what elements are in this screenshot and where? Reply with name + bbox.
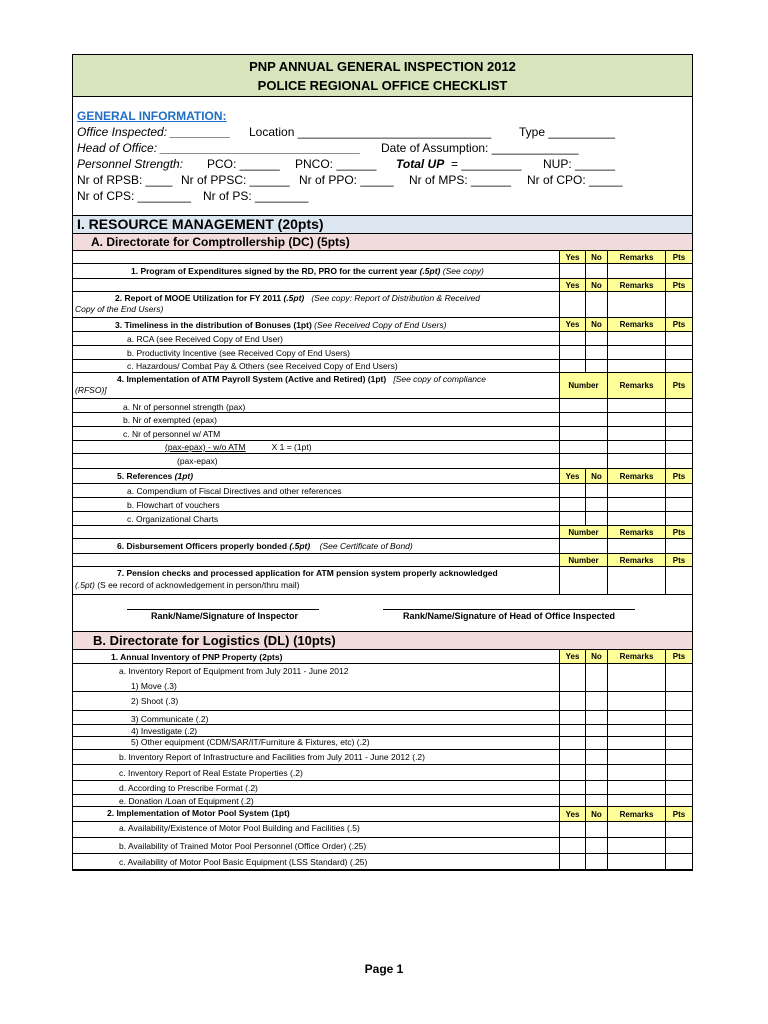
head-of-office-field[interactable]: Head of Office: ______________________________ bbox=[77, 141, 361, 155]
remarks-cell[interactable] bbox=[607, 692, 665, 710]
table-row bbox=[73, 822, 692, 838]
yes-header: Yes bbox=[559, 650, 585, 663]
remarks-header: Remarks bbox=[607, 650, 665, 663]
table-row bbox=[73, 692, 692, 711]
nr-cpo-field[interactable]: Nr of CPO: _____ bbox=[527, 173, 623, 187]
remarks-cell[interactable] bbox=[607, 360, 665, 372]
pts-cell[interactable] bbox=[665, 539, 692, 553]
table-row bbox=[73, 664, 692, 678]
no-cell[interactable] bbox=[585, 346, 607, 359]
remarks-cell[interactable] bbox=[607, 725, 665, 736]
pts-cell[interactable] bbox=[665, 711, 692, 724]
item-a4d-label: (pax-epax) - w/o ATM bbox=[165, 442, 246, 452]
pts-cell[interactable] bbox=[665, 765, 692, 780]
no-cell[interactable] bbox=[585, 264, 607, 278]
table-row bbox=[73, 498, 692, 512]
pts-cell[interactable] bbox=[665, 781, 692, 794]
pts-cell[interactable] bbox=[665, 264, 692, 278]
no-cell[interactable] bbox=[585, 854, 607, 869]
pts-cell[interactable] bbox=[665, 795, 692, 806]
remarks-cell[interactable] bbox=[607, 781, 665, 794]
yes-cell[interactable] bbox=[559, 765, 585, 780]
number-header: Number bbox=[559, 526, 607, 538]
item-a1-label: 1. Program of Expenditures signed by the RD, PRO for the current year bbox=[131, 266, 418, 276]
item-a3-label: 3. Timeliness in the distribution of Bonuses (1pt) bbox=[115, 320, 312, 330]
number-cell[interactable] bbox=[559, 441, 607, 453]
pco-field[interactable]: PCO: ______ bbox=[207, 157, 280, 171]
pts-header: Pts bbox=[665, 318, 692, 331]
item-b2a-label: a. Availability/Existence of Motor Pool Building and Facilities (.5) bbox=[119, 823, 360, 833]
item-b2c-label: c. Availability of Motor Pool Basic Equipment (LSS Standard) (.25) bbox=[119, 857, 368, 867]
table-row bbox=[73, 854, 692, 870]
table-row bbox=[73, 725, 692, 737]
title-line2: POLICE REGIONAL OFFICE CHECKLIST bbox=[257, 78, 508, 93]
item-b1a4-label: 4) Investigate (.2) bbox=[131, 726, 198, 736]
pts-cell[interactable] bbox=[665, 725, 692, 736]
yes-header: Yes bbox=[559, 469, 585, 483]
yes-cell[interactable] bbox=[559, 664, 585, 678]
table-row bbox=[73, 781, 692, 795]
no-cell[interactable] bbox=[585, 795, 607, 806]
yes-cell[interactable] bbox=[559, 725, 585, 736]
yes-cell[interactable] bbox=[559, 678, 585, 691]
number-cell[interactable] bbox=[559, 427, 607, 440]
pts-cell[interactable] bbox=[665, 854, 692, 869]
no-header: No bbox=[585, 279, 607, 291]
item-b1a2-label: 2) Shoot (.3) bbox=[131, 696, 179, 706]
yes-cell[interactable] bbox=[559, 838, 585, 853]
item-a1-points: (.5pt) bbox=[419, 266, 441, 276]
remarks-header: Remarks bbox=[607, 373, 665, 398]
item-a5a-label: a. Compendium of Fiscal Directives and other references bbox=[127, 486, 342, 496]
no-cell[interactable] bbox=[585, 360, 607, 372]
pts-header: Pts bbox=[665, 807, 692, 821]
pts-header: Pts bbox=[665, 554, 692, 566]
yes-cell[interactable] bbox=[559, 692, 585, 710]
table-row bbox=[73, 750, 692, 765]
no-cell[interactable] bbox=[585, 512, 607, 525]
no-header: No bbox=[585, 469, 607, 483]
pts-cell[interactable] bbox=[665, 346, 692, 359]
location-field[interactable]: Location _____________________________ bbox=[249, 125, 492, 139]
item-a7-note: (S ee record of acknowledgement in person/thru mail) bbox=[97, 580, 300, 590]
table-row bbox=[73, 484, 692, 498]
item-b1b-label: b. Inventory Report of Infrastructure and Facilities from July 2011 - June 2012 (.2) bbox=[119, 752, 425, 762]
no-cell[interactable] bbox=[585, 711, 607, 724]
remarks-cell[interactable] bbox=[607, 498, 665, 511]
item-a3-note: (See Received Copy of End Users) bbox=[314, 320, 447, 330]
table-row bbox=[73, 539, 692, 554]
table-row bbox=[73, 251, 692, 264]
remarks-cell[interactable] bbox=[607, 292, 665, 317]
yes-cell[interactable] bbox=[559, 332, 585, 345]
remarks-header: Remarks bbox=[607, 318, 665, 331]
pts-cell[interactable] bbox=[665, 664, 692, 678]
subsection-comptrollership: A. Directorate for Comptrollership (DC) (5pts) bbox=[73, 234, 692, 251]
number-cell[interactable] bbox=[559, 454, 607, 468]
item-b1e-label: e. Donation /Loan of Equipment (.2) bbox=[119, 796, 254, 806]
table-row bbox=[73, 427, 692, 441]
no-cell[interactable] bbox=[585, 725, 607, 736]
no-cell[interactable] bbox=[585, 838, 607, 853]
table-row bbox=[73, 292, 692, 318]
table-row bbox=[73, 554, 692, 567]
remarks-cell[interactable] bbox=[607, 795, 665, 806]
item-b1d-label: d. According to Prescribe Format (.2) bbox=[119, 783, 258, 793]
item-a2-label: 2. Report of MOOE Utilization for FY 2011 bbox=[115, 293, 282, 303]
remarks-cell[interactable] bbox=[607, 484, 665, 497]
table-row bbox=[73, 567, 692, 595]
head-signature-label: Rank/Name/Signature of Head of Office Inspected bbox=[403, 611, 616, 621]
number-header: Number bbox=[559, 373, 607, 398]
item-a4-label: 4. Implementation of ATM Payroll System (Active and Retired) (1pt) bbox=[117, 374, 387, 384]
yes-cell[interactable] bbox=[559, 360, 585, 372]
table-row bbox=[73, 399, 692, 413]
table-row bbox=[73, 360, 692, 373]
pts-cell[interactable] bbox=[665, 512, 692, 525]
table-row bbox=[73, 279, 692, 292]
item-b1a1-label: 1) Move (.3) bbox=[131, 681, 177, 691]
no-cell[interactable] bbox=[585, 664, 607, 678]
pts-header: Pts bbox=[665, 650, 692, 663]
remarks-header: Remarks bbox=[607, 554, 665, 566]
no-header: No bbox=[585, 251, 607, 263]
number-cell[interactable] bbox=[559, 399, 607, 412]
pts-cell[interactable] bbox=[665, 838, 692, 853]
no-cell[interactable] bbox=[585, 737, 607, 749]
yes-cell[interactable] bbox=[559, 795, 585, 806]
item-a4-note: [See copy of compliance bbox=[393, 374, 486, 384]
pts-cell[interactable] bbox=[665, 399, 692, 412]
nup-field[interactable]: NUP: ______ bbox=[543, 157, 616, 171]
item-a6-points: (.5pt) bbox=[289, 541, 311, 551]
pts-cell[interactable] bbox=[665, 484, 692, 497]
yes-header: Yes bbox=[559, 807, 585, 821]
table-row bbox=[73, 318, 692, 332]
table-row bbox=[73, 765, 692, 781]
yes-cell[interactable] bbox=[559, 822, 585, 837]
remarks-header: Remarks bbox=[607, 279, 665, 291]
item-a6-note: (See Certificate of Bond) bbox=[319, 541, 413, 551]
pts-cell[interactable] bbox=[665, 498, 692, 511]
yes-cell[interactable] bbox=[559, 750, 585, 764]
inspector-signature-label: Rank/Name/Signature of Inspector bbox=[151, 611, 299, 621]
item-a2-note: (See copy: Report of Distribution & Received bbox=[311, 293, 481, 303]
subsection-logistics: B. Directorate for Logistics (DL) (10pts) bbox=[73, 631, 692, 650]
no-cell[interactable] bbox=[585, 678, 607, 691]
yes-cell[interactable] bbox=[559, 498, 585, 511]
pts-header: Pts bbox=[665, 373, 692, 398]
type-field[interactable]: Type __________ bbox=[519, 125, 616, 139]
general-info-heading: GENERAL INFORMATION: bbox=[77, 109, 227, 123]
pts-cell[interactable] bbox=[665, 332, 692, 345]
table-row bbox=[73, 441, 692, 454]
pts-cell[interactable] bbox=[665, 750, 692, 764]
remarks-cell[interactable] bbox=[607, 750, 665, 764]
item-a4c-label: c. Nr of personnel w/ ATM bbox=[123, 429, 221, 439]
remarks-cell[interactable] bbox=[607, 346, 665, 359]
no-header: No bbox=[585, 318, 607, 331]
item-b2-label: 2. Implementation of Motor Pool System (1pt) bbox=[107, 808, 290, 818]
title-box bbox=[73, 55, 692, 97]
personnel-strength-label: Personnel Strength: bbox=[77, 157, 184, 171]
yes-header: Yes bbox=[559, 318, 585, 331]
remarks-cell[interactable] bbox=[607, 441, 665, 453]
remarks-cell[interactable] bbox=[607, 737, 665, 749]
no-cell[interactable] bbox=[585, 484, 607, 497]
item-a4d-formula: X 1 = (1pt) bbox=[271, 442, 312, 452]
remarks-cell[interactable] bbox=[607, 567, 665, 594]
head-signature-line[interactable] bbox=[383, 609, 635, 610]
yes-cell[interactable] bbox=[559, 292, 585, 317]
no-cell[interactable] bbox=[585, 765, 607, 780]
yes-cell[interactable] bbox=[559, 484, 585, 497]
item-a4-note-cont: (RFSO)] bbox=[75, 385, 107, 395]
nr-ppo-field[interactable]: Nr of PPO: _____ bbox=[299, 173, 394, 187]
pts-cell[interactable] bbox=[665, 360, 692, 372]
table-row bbox=[73, 650, 692, 664]
table-row bbox=[73, 512, 692, 526]
nr-cps-field[interactable]: Nr of CPS: ________ bbox=[77, 189, 192, 203]
nr-ps-field[interactable]: Nr of PS: ________ bbox=[203, 189, 309, 203]
number-cell[interactable] bbox=[559, 539, 607, 553]
no-cell[interactable] bbox=[585, 781, 607, 794]
pts-cell[interactable] bbox=[665, 678, 692, 691]
pts-header: Pts bbox=[665, 279, 692, 291]
item-a4b-label: b. Nr of exempted (epax) bbox=[123, 415, 218, 425]
table-row bbox=[73, 711, 692, 725]
number-cell[interactable] bbox=[559, 567, 607, 594]
yes-cell[interactable] bbox=[559, 781, 585, 794]
item-a7-cont bbox=[75, 580, 299, 590]
nr-rpsb-field[interactable]: Nr of RPSB: ____ bbox=[77, 173, 173, 187]
pts-cell[interactable] bbox=[665, 441, 692, 453]
table-row bbox=[73, 807, 692, 822]
total-up-field[interactable]: = _________ bbox=[451, 157, 522, 171]
number-cell[interactable] bbox=[559, 413, 607, 426]
remarks-cell[interactable] bbox=[607, 854, 665, 869]
no-cell[interactable] bbox=[585, 822, 607, 837]
item-a5c-label: c. Organizational Charts bbox=[127, 514, 219, 524]
no-cell[interactable] bbox=[585, 692, 607, 710]
item-b1-label: 1. Annual Inventory of PNP Property (2pts) bbox=[111, 652, 283, 662]
yes-cell[interactable] bbox=[559, 512, 585, 525]
office-inspected-field[interactable]: Office Inspected: _________ bbox=[77, 125, 231, 139]
item-b1a-label: a. Inventory Report of Equipment from July 2011 - June 2012 bbox=[119, 666, 349, 676]
item-a4a-label: a. Nr of personnel strength (pax) bbox=[123, 402, 246, 412]
pts-cell[interactable] bbox=[665, 413, 692, 426]
item-a7-points: (.5pt) bbox=[75, 580, 95, 590]
remarks-cell[interactable] bbox=[607, 664, 665, 678]
remarks-cell[interactable] bbox=[607, 332, 665, 345]
item-a7-label: 7. Pension checks and processed application for ATM pension system properly acknowledged bbox=[117, 568, 498, 578]
inspector-signature-line[interactable] bbox=[127, 609, 319, 610]
yes-cell[interactable] bbox=[559, 737, 585, 749]
item-b1c-label: c. Inventory Report of Real Estate Properties (.2) bbox=[119, 768, 303, 778]
item-a5-label: 5. References bbox=[117, 471, 173, 481]
table-row bbox=[73, 469, 692, 484]
item-a4e-label: (pax-epax) bbox=[177, 456, 218, 466]
yes-cell[interactable] bbox=[559, 711, 585, 724]
yes-cell[interactable] bbox=[559, 346, 585, 359]
pts-header: Pts bbox=[665, 469, 692, 483]
pts-cell[interactable] bbox=[665, 692, 692, 710]
pnco-field[interactable]: PNCO: ______ bbox=[295, 157, 377, 171]
pts-header: Pts bbox=[665, 526, 692, 538]
remarks-header: Remarks bbox=[607, 251, 665, 263]
yes-header: Yes bbox=[559, 251, 585, 263]
no-cell[interactable] bbox=[585, 292, 607, 317]
remarks-cell[interactable] bbox=[607, 427, 665, 440]
table-row bbox=[73, 413, 692, 427]
no-cell[interactable] bbox=[585, 750, 607, 764]
remarks-cell[interactable] bbox=[607, 765, 665, 780]
checklist-sheet bbox=[72, 54, 693, 871]
table-row bbox=[73, 795, 692, 807]
item-a5-points: (1pt) bbox=[174, 471, 194, 481]
title-line1: PNP ANNUAL GENERAL INSPECTION 2012 bbox=[249, 59, 516, 74]
pts-cell[interactable] bbox=[665, 567, 692, 594]
item-a3a-label: a. RCA (see Received Copy of End User) bbox=[127, 334, 283, 344]
remarks-cell[interactable] bbox=[607, 399, 665, 412]
remarks-cell[interactable] bbox=[607, 413, 665, 426]
remarks-cell[interactable] bbox=[607, 678, 665, 691]
no-cell[interactable] bbox=[585, 332, 607, 345]
remarks-cell[interactable] bbox=[607, 264, 665, 278]
remarks-header: Remarks bbox=[607, 469, 665, 483]
item-a6-label: 6. Disbursement Officers properly bonded bbox=[117, 541, 288, 551]
remarks-cell[interactable] bbox=[607, 454, 665, 468]
number-header: Number bbox=[559, 554, 607, 566]
remarks-header: Remarks bbox=[607, 526, 665, 538]
table-row bbox=[73, 737, 692, 750]
table-row bbox=[73, 332, 692, 346]
yes-header: Yes bbox=[559, 279, 585, 291]
item-a3c-label: c. Hazardous/ Combat Pay & Others (see Received Copy of End Users) bbox=[127, 361, 398, 371]
remarks-cell[interactable] bbox=[607, 822, 665, 837]
remarks-cell[interactable] bbox=[607, 539, 665, 553]
remarks-cell[interactable] bbox=[607, 512, 665, 525]
item-a3b-label: b. Productivity Incentive (see Received Copy of End Users) bbox=[127, 348, 350, 358]
total-up-label: Total UP bbox=[396, 157, 445, 171]
pts-cell[interactable] bbox=[665, 292, 692, 317]
section-resource-management: I. RESOURCE MANAGEMENT (20pts) bbox=[73, 215, 692, 234]
nr-ppsc-field[interactable]: Nr of PPSC: ______ bbox=[181, 173, 290, 187]
item-a5b-label: b. Flowchart of vouchers bbox=[127, 500, 220, 510]
pts-cell[interactable] bbox=[665, 822, 692, 837]
table-row bbox=[73, 373, 692, 399]
remarks-cell[interactable] bbox=[607, 838, 665, 853]
table-row bbox=[73, 678, 692, 692]
item-b2b-label: b. Availability of Trained Motor Pool Personnel (Office Order) (.25) bbox=[119, 841, 367, 851]
remarks-header: Remarks bbox=[607, 807, 665, 821]
pts-cell[interactable] bbox=[665, 737, 692, 749]
remarks-cell[interactable] bbox=[607, 711, 665, 724]
no-header: No bbox=[585, 807, 607, 821]
pts-cell[interactable] bbox=[665, 454, 692, 468]
no-cell[interactable] bbox=[585, 498, 607, 511]
yes-cell[interactable] bbox=[559, 854, 585, 869]
item-a2-points: (.5pt) bbox=[283, 293, 305, 303]
pts-header: Pts bbox=[665, 251, 692, 263]
no-header: No bbox=[585, 650, 607, 663]
table-row bbox=[73, 838, 692, 854]
table-row bbox=[73, 526, 692, 539]
date-of-assumption-field[interactable]: Date of Assumption: _____________ bbox=[381, 141, 579, 155]
nr-mps-field[interactable]: Nr of MPS: ______ bbox=[409, 173, 512, 187]
table-row bbox=[73, 454, 692, 469]
table-row bbox=[73, 346, 692, 360]
page-number: Page 1 bbox=[364, 962, 404, 976]
pts-cell[interactable] bbox=[665, 427, 692, 440]
yes-cell[interactable] bbox=[559, 264, 585, 278]
item-a2-note-cont: Copy of the End Users) bbox=[75, 304, 164, 314]
table-row bbox=[73, 264, 692, 279]
item-b1a3-label: 3) Communicate (.2) bbox=[131, 714, 209, 724]
item-b1a5-label: 5) Other equipment (CDM/SAR/IT/Furniture & Fixtures, etc) (.2) bbox=[131, 737, 370, 747]
item-a1-note: (See copy) bbox=[442, 266, 484, 276]
